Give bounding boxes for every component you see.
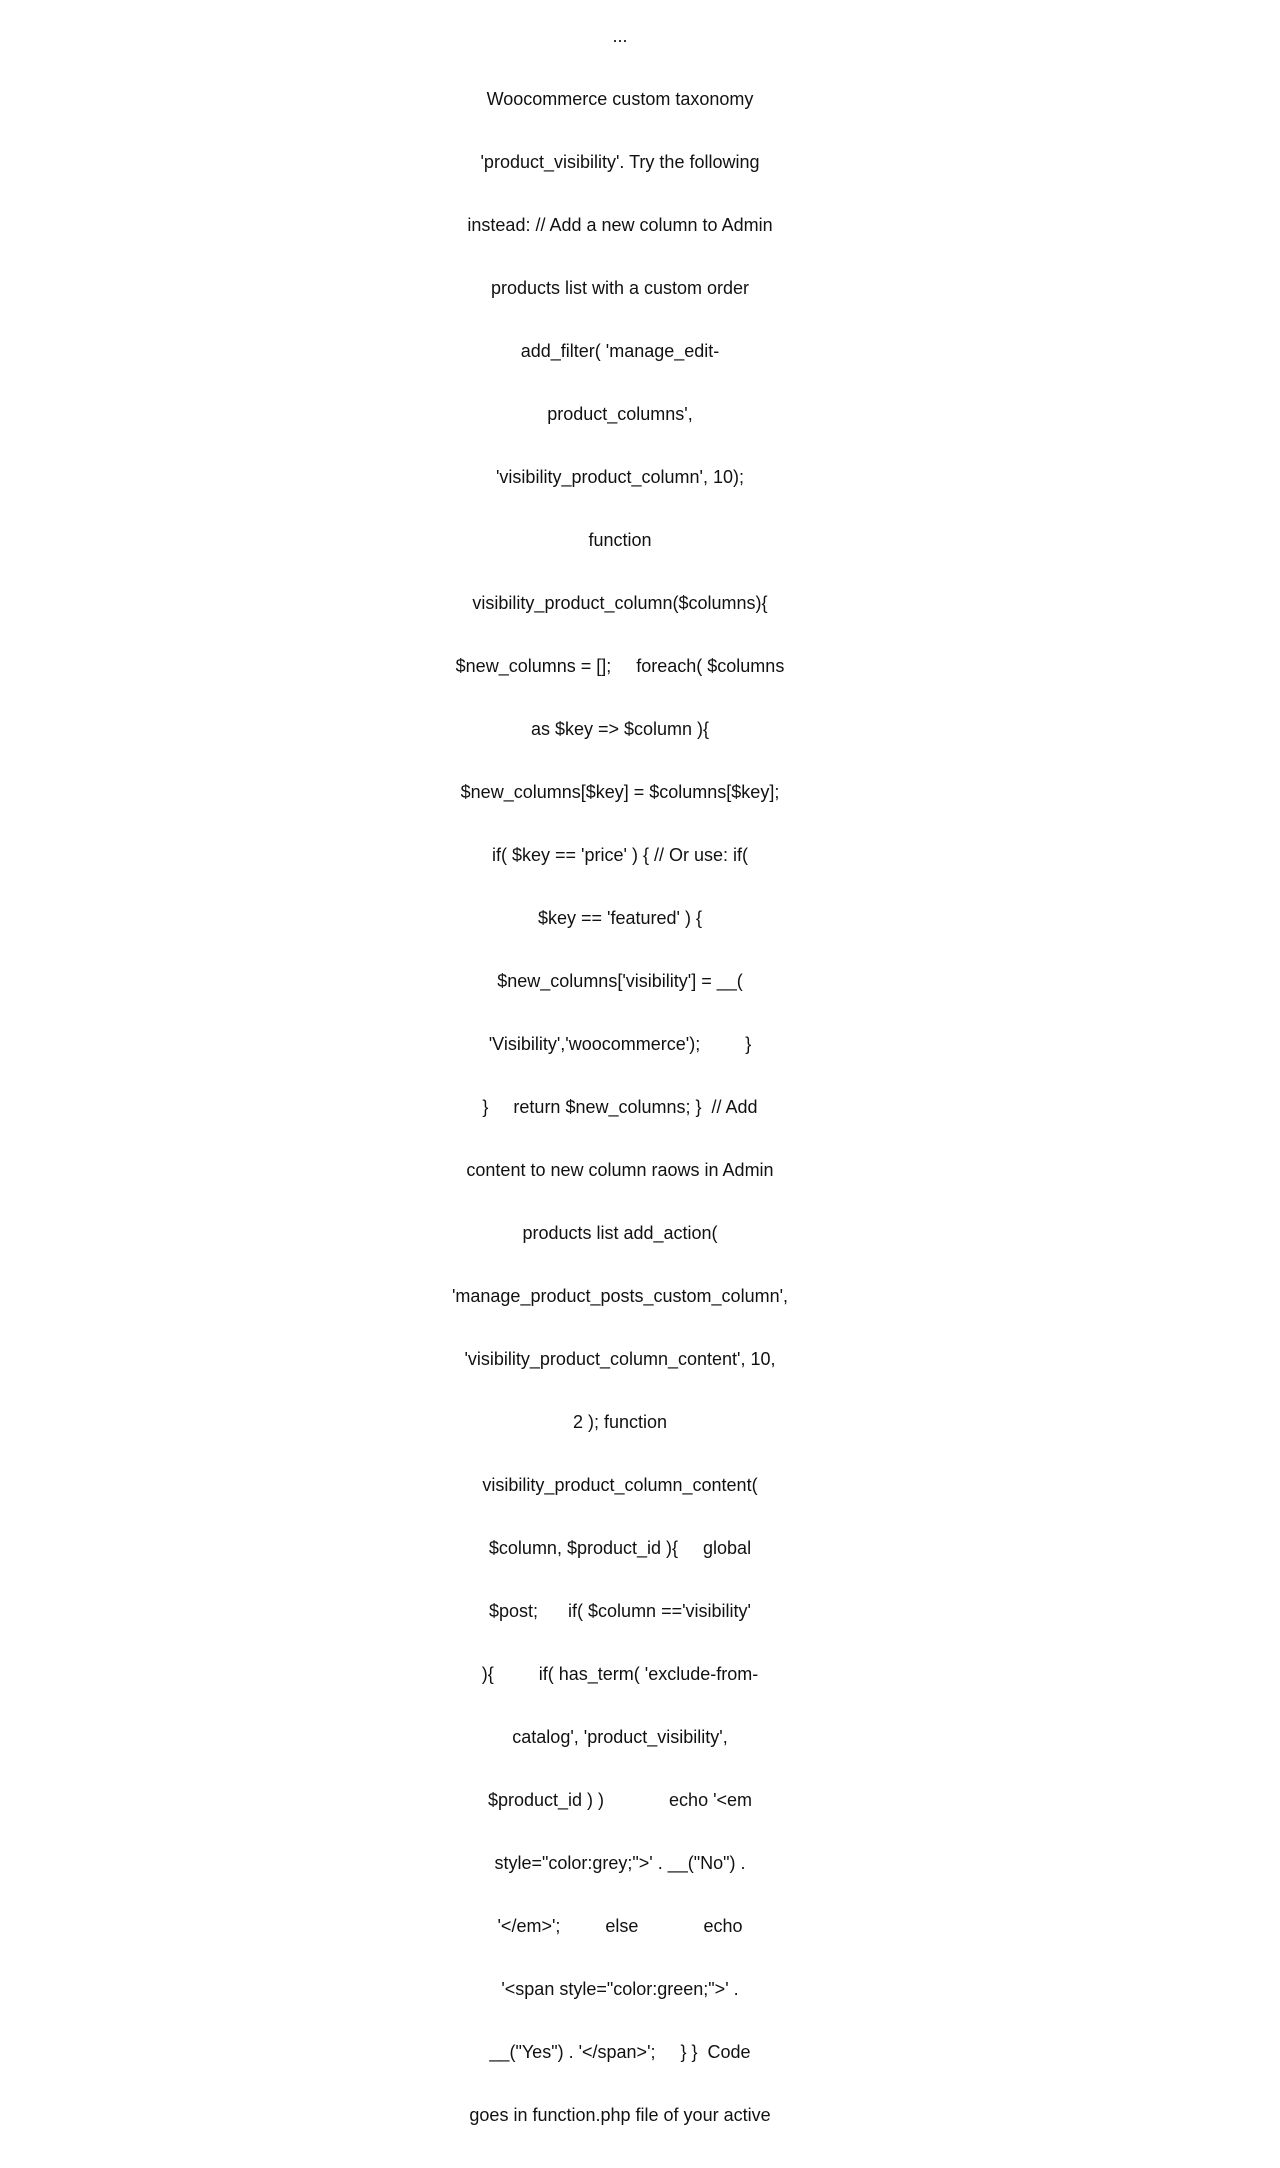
text-line: if( $key == 'price' ) { // Or use: if(: [492, 845, 748, 865]
text-line: __("Yes") . '</span>'; } } Code: [489, 2042, 751, 2062]
text-line: 'visibility_product_column', 10);: [496, 467, 744, 487]
text-line: '</em>'; else echo: [497, 1916, 743, 1936]
text-line: goes in function.php file of your active: [469, 2105, 771, 2125]
text-line: $key == 'featured' ) {: [538, 908, 702, 928]
text-line: $product_id ) ) echo '<em: [487, 1790, 753, 1810]
text-line: catalog', 'product_visibility',: [512, 1727, 728, 1747]
text-line: $column, $product_id ){ global: [488, 1538, 752, 1558]
text-line: instead: // Add a new column to Admin: [467, 215, 773, 235]
text-line: $new_columns[$key] = $columns[$key];: [460, 782, 780, 802]
text-line: product_columns',: [547, 404, 693, 424]
text-line: $new_columns['visibility'] = __(: [497, 971, 743, 991]
text-line: } return $new_columns; } // Add: [482, 1097, 758, 1117]
text-line: 'manage_product_posts_custom_column',: [451, 1286, 789, 1306]
text-line: ){ if( has_term( 'exclude-from-: [481, 1664, 759, 1684]
text-line: 'Visibility','woocommerce'); }: [488, 1034, 752, 1054]
text-line: ...: [612, 26, 628, 46]
text-line: 'visibility_product_column_content', 10,: [464, 1349, 776, 1369]
text-line: Woocommerce custom taxonomy: [486, 89, 754, 109]
text-line: add_filter( 'manage_edit-: [520, 341, 720, 361]
text-line: '<span style="color:green;">' .: [501, 1979, 739, 1999]
text-line: products list with a custom order: [490, 278, 750, 298]
answer-text-column: [440, 0, 800, 2168]
text-line: as $key => $column ){: [530, 719, 710, 739]
text-line: $new_columns = []; foreach( $columns: [455, 656, 785, 676]
text-line: content to new column raows in Admin: [466, 1160, 774, 1180]
text-line: 2 ); function: [572, 1412, 668, 1432]
text-line: visibility_product_column($columns){: [472, 593, 768, 613]
text-line: visibility_product_column_content(: [482, 1475, 758, 1495]
text-line: function: [588, 530, 652, 550]
text-line: products list add_action(: [522, 1223, 718, 1243]
text-line: $post; if( $column =='visibility': [489, 1601, 751, 1621]
text-line: 'product_visibility'. Try the following: [480, 152, 760, 172]
text-line: style="color:grey;">' . __("No") .: [494, 1853, 746, 1873]
